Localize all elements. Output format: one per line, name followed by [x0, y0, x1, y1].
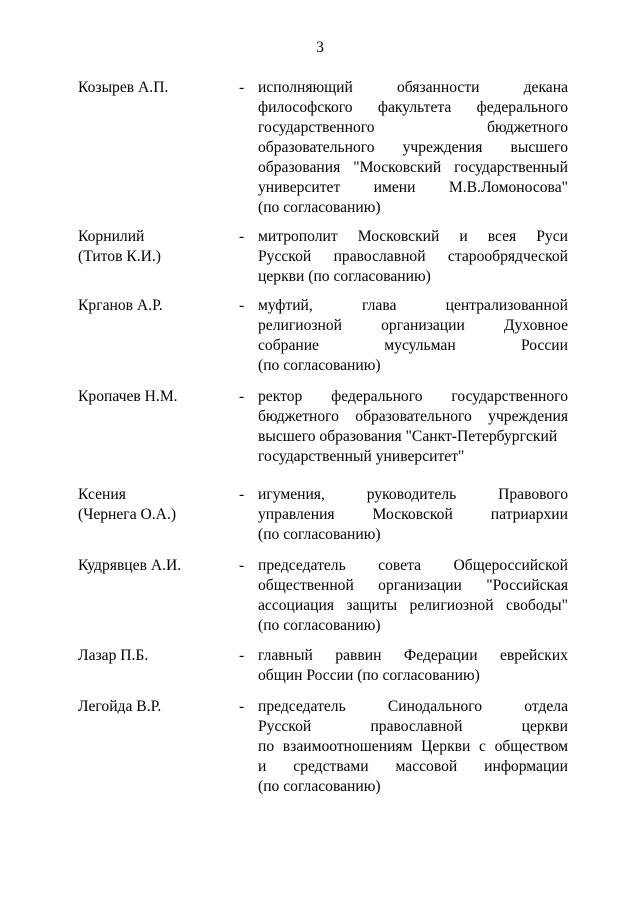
- member-position: [258, 697, 568, 797]
- position-line: бюджетного образовательного учреждения: [258, 408, 568, 425]
- position-line: митрополит Московский и всея Руси: [258, 228, 568, 245]
- position-line: философского факультета федерального: [258, 99, 568, 116]
- position-line: (по согласованию): [258, 778, 381, 795]
- position-line: председатель совета Общероссийской: [258, 557, 568, 574]
- member-name: Крганов А.Р.: [78, 297, 163, 314]
- position-line: высшего образования "Санкт-Петербургский: [258, 428, 558, 445]
- page-number: 3: [316, 39, 324, 56]
- separator-dash: -: [239, 79, 245, 96]
- position-line: и средствами массовой информации: [258, 758, 568, 775]
- position-line: (по согласованию): [258, 526, 381, 543]
- separator-dash: -: [239, 486, 245, 503]
- position-line: общин России (по согласованию): [258, 667, 480, 684]
- position-line: религиозной организации Духовное: [258, 317, 568, 334]
- position-line: Русской православной старообрядческой: [258, 248, 568, 265]
- member-position: [258, 78, 568, 218]
- member-name: Лазар П.Б.: [78, 647, 149, 664]
- position-line: государственный университет": [258, 448, 465, 465]
- member-name: Кудрявцев А.И.: [78, 557, 182, 574]
- member-position: [258, 485, 568, 545]
- position-line: образовательного учреждения высшего: [258, 139, 568, 156]
- separator-dash: -: [239, 297, 245, 314]
- position-line: общественной организации "Российская: [258, 577, 568, 594]
- position-line: управления Московской патриархии: [258, 506, 568, 523]
- position-line: игумения, руководитель Правового: [258, 486, 568, 503]
- member-name: Ксения (Чернега О.А.): [78, 486, 177, 523]
- position-line: ректор федерального государственного: [258, 388, 568, 405]
- position-line: Русской православной церкви: [258, 718, 568, 735]
- member-position: [258, 556, 568, 636]
- position-line: (по согласованию): [258, 199, 381, 216]
- member-name: Легойда В.Р.: [78, 698, 162, 715]
- member-name: Кропачев Н.М.: [78, 388, 178, 405]
- member-position: [258, 296, 568, 376]
- member-name: Козырев А.П.: [78, 79, 169, 96]
- position-line: церкви (по согласованию): [258, 268, 431, 285]
- position-line: (по согласованию): [258, 617, 381, 634]
- position-line: муфтий, глава централизованной: [258, 297, 568, 314]
- position-line: по взаимоотношениям Церкви с обществом: [258, 738, 568, 755]
- position-line: собрание мусульман России: [258, 337, 568, 354]
- position-line: исполняющий обязанности декана: [258, 79, 568, 96]
- separator-dash: -: [239, 228, 245, 245]
- member-position: [258, 646, 568, 686]
- position-line: главный раввин Федерации еврейских: [258, 647, 568, 664]
- position-line: ассоциация защиты религиозной свободы": [258, 597, 568, 614]
- separator-dash: -: [239, 698, 245, 715]
- member-position: [258, 387, 568, 467]
- position-line: председатель Синодального отдела: [258, 698, 568, 715]
- separator-dash: -: [239, 557, 245, 574]
- member-name: Корнилий (Титов К.И.): [78, 228, 161, 265]
- separator-dash: -: [239, 388, 245, 405]
- member-position: [258, 227, 568, 287]
- position-line: образования "Московский государственный: [258, 159, 568, 176]
- position-line: университет имени М.В.Ломоносова": [258, 179, 568, 196]
- separator-dash: -: [239, 647, 245, 664]
- position-line: государственного бюджетного: [258, 119, 568, 136]
- position-line: (по согласованию): [258, 357, 381, 374]
